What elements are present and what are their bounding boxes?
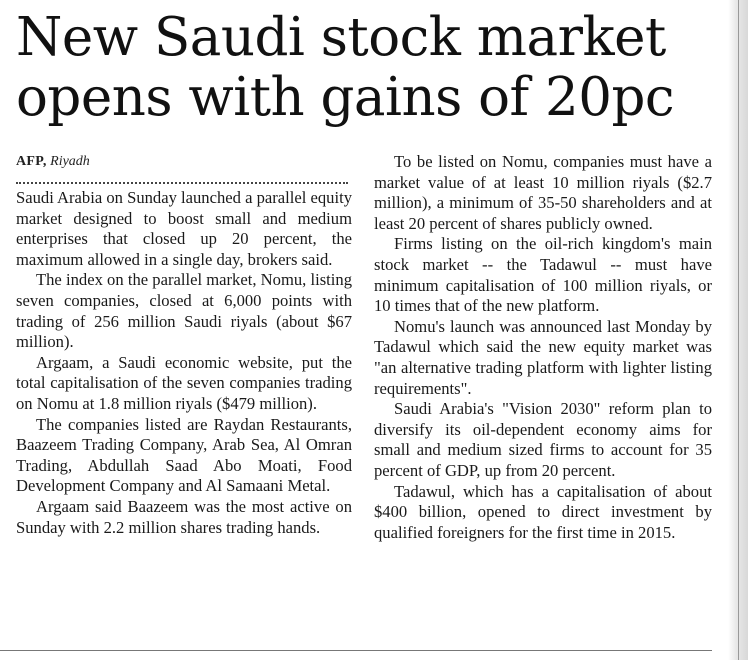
- headline-line-1: New Saudi stock market: [16, 7, 666, 68]
- byline: [16, 152, 352, 172]
- left-column: [16, 152, 352, 538]
- paragraph: Saudi Arabia's "Vision 2030" reform plan to diversify its oil-dependent economy aims for small and medium sized firms to account for 35 percent of GDP, up from 20 percent.: [374, 399, 712, 480]
- paragraph: The index on the parallel market, Nomu, listing seven companies, closed at 6,000 points with trading of 256 million Saudi riyals (about $67 million).: [16, 270, 352, 352]
- paragraph: To be listed on Nomu, companies must have a market value of at least 10 million riyals ($2.7 million), a minimum of 35-50 shareholders and at least 20 percent of shares publicly owned.: [374, 152, 712, 233]
- paragraph: Argaam, a Saudi economic website, put the total capitalisation of the seven companies trading on Nomu at 1.8 million riyals ($479 million).: [16, 352, 352, 413]
- paragraph: Firms listing on the oil-rich kingdom's main stock market -- the Tadawul -- must have minimum capitalisation of 100 million riyals, or 10 times that of the new platform.: [374, 234, 712, 316]
- headline: [16, 8, 732, 128]
- byline-dateline: Riyadh: [50, 154, 90, 169]
- paragraph: Tadawul, which has a capitalisation of about $400 billion, opened to direct investment by qualified foreigners for the first time in 2015.: [374, 481, 712, 542]
- byline-agency: AFP,: [16, 154, 47, 169]
- paragraph: The companies listed are Raydan Restaurants, Baazeem Trading Company, Arab Sea, Al Omran Trading, Abdullah Saad Abo Moati, Food Development Company and Al Samaani Metal.: [16, 414, 352, 496]
- headline-line-2: opens with gains of 20pc: [16, 67, 675, 128]
- paragraph: Argaam said Baazeem was the most active on Sunday with 2.2 million shares trading hands.: [16, 496, 352, 537]
- bottom-rule: [0, 650, 712, 651]
- paragraph: Saudi Arabia on Sunday launched a parallel equity market designed to boost small and medium enterprises that closed up 20 percent, the maximum allowed in a single day, brokers said.: [16, 188, 352, 269]
- page-edge-line: [738, 0, 739, 660]
- dotted-separator: [16, 172, 348, 184]
- right-column: [374, 152, 712, 543]
- paragraph: Nomu's launch was announced last Monday by Tadawul which said the new equity market was "an alternative trading platform with lighter listing requirements".: [374, 316, 712, 398]
